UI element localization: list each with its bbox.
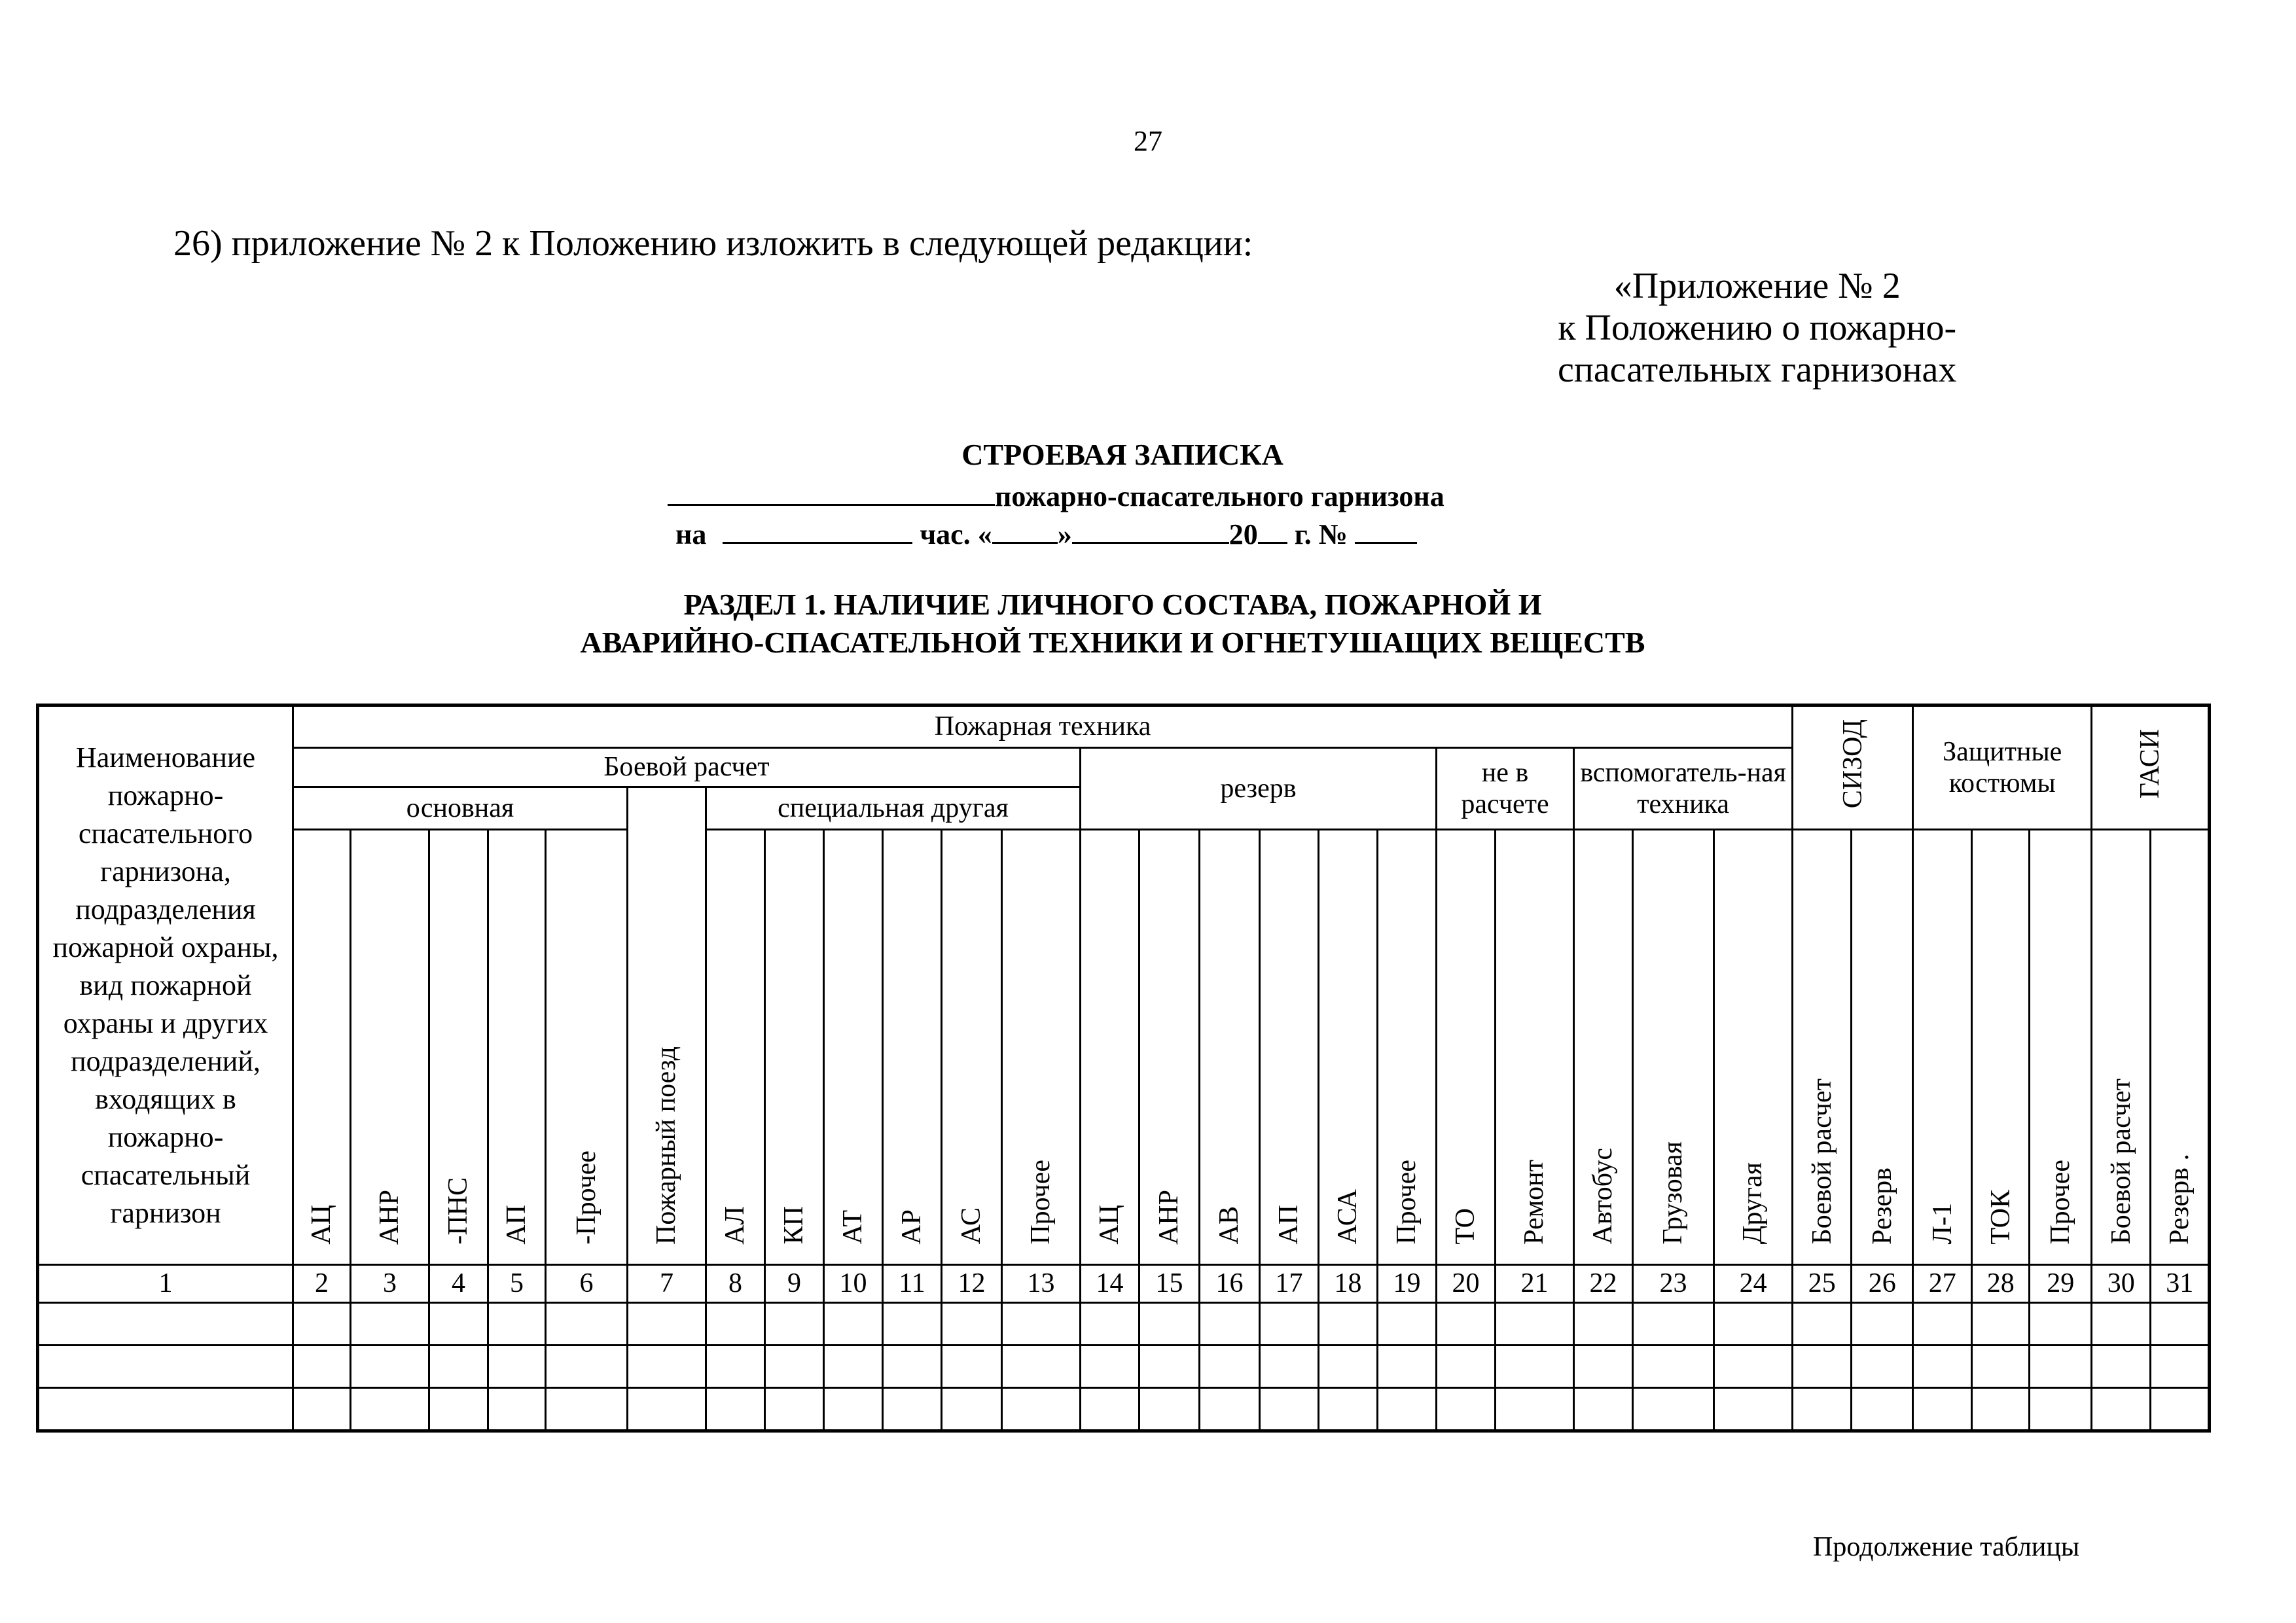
header-garrison-name: Наименование пожарно-спасательного гарнизона, подразделения пожарной охраны, вид пожарной охраны и других подразделений, входящих в пожарно-спасательный гарнизон [38,705,293,1265]
header-gasi: ГАСИ [2092,705,2210,830]
col-sizod-crew: Боевой расчет [1793,830,1852,1265]
table-cell[interactable] [942,1388,1002,1431]
column-number-cell: 10 [824,1265,883,1303]
column-number-cell: 12 [942,1265,1002,1303]
header-special-other: специальная другая [706,787,1081,830]
table-cell[interactable] [38,1346,293,1388]
col-special-al: АЛ [706,830,765,1265]
col-reserve-anr: АНР [1139,830,1200,1265]
table-cell[interactable] [942,1346,1002,1388]
date-blank [723,516,912,544]
table-cell[interactable] [488,1346,546,1388]
header-combat-crew: Боевой расчет [293,748,1081,787]
table-cell[interactable] [1139,1303,1200,1346]
col-gasi-crew: Боевой расчет [2092,830,2151,1265]
table-cell[interactable] [824,1388,883,1431]
table-cell[interactable] [1139,1388,1200,1431]
column-number-cell: 9 [765,1265,824,1303]
section-title-line-1: РАЗДЕЛ 1. НАЛИЧИЕ ЛИЧНОГО СОСТАВА, ПОЖАРНОЙ И [683,588,1542,621]
col-main-other: -Прочее [546,830,628,1265]
table-cell[interactable] [765,1303,824,1346]
table-cell[interactable] [488,1388,546,1431]
table-cell[interactable] [38,1388,293,1431]
column-number-cell: 30 [2092,1265,2151,1303]
table-cell[interactable] [1437,1303,1496,1346]
table-cell[interactable] [429,1346,488,1388]
column-number-cell: 11 [883,1265,942,1303]
column-number-row [38,1265,2210,1303]
column-number-cell: 25 [1793,1265,1852,1303]
table-cell[interactable] [2151,1346,2210,1388]
col-reserve-av: АВ [1200,830,1260,1265]
table-cell[interactable] [1574,1346,1633,1388]
header-main: основная [293,787,628,830]
col-not-in-crew-repair: Ремонт [1496,830,1574,1265]
table-cell[interactable] [706,1303,765,1346]
table-cell[interactable] [1496,1303,1574,1346]
table-cell[interactable] [293,1303,351,1346]
col-suit-other: Прочее [2030,830,2092,1265]
table-cell[interactable] [824,1303,883,1346]
vertical-header-row [38,830,2210,1265]
main-table [36,704,2211,1433]
table-cell[interactable] [1793,1303,1852,1346]
table-cell[interactable] [2092,1346,2151,1388]
document-title: СТРОЕВАЯ ЗАПИСКА [961,438,1283,471]
table-row [38,1346,2210,1388]
column-number-cell: 3 [351,1265,429,1303]
col-main-ac: АЦ [293,830,351,1265]
table-cell[interactable] [706,1388,765,1431]
column-number-cell: 28 [1972,1265,2030,1303]
table-cell[interactable] [1633,1388,1714,1431]
continuation-note: Продолжение таблицы [1813,1532,2080,1562]
table-cell[interactable] [1714,1346,1793,1388]
table-cell[interactable] [2151,1303,2210,1346]
column-number-cell: 13 [1002,1265,1081,1303]
date-line [675,516,1417,551]
column-number-cell: 21 [1496,1265,1574,1303]
table-cell[interactable] [351,1303,429,1346]
col-aux-truck: Грузовая [1633,830,1714,1265]
month-blank [1072,516,1229,544]
col-not-in-crew-to: ТО [1437,830,1496,1265]
table-cell[interactable] [546,1388,628,1431]
table-cell[interactable] [1633,1346,1714,1388]
col-reserve-asa: АСА [1319,830,1378,1265]
table-cell[interactable] [1319,1303,1378,1346]
table-cell[interactable] [1200,1303,1260,1346]
table-cell[interactable] [1496,1388,1574,1431]
column-number-cell: 24 [1714,1265,1793,1303]
number-blank [1355,516,1417,544]
col-aux-bus: Автобус [1574,830,1633,1265]
table-cell[interactable] [628,1346,706,1388]
table-cell[interactable] [1574,1303,1633,1346]
header-not-in-crew: не в расчете [1437,748,1574,830]
table-row [38,1388,2210,1431]
col-sizod-reserve: Резерв [1852,830,1913,1265]
year-blank [1258,516,1287,544]
quote-close: » [1057,518,1072,550]
appendix-line-2: к Положению о пожарно- [1558,308,1957,348]
table-cell[interactable] [1378,1388,1437,1431]
table-cell[interactable] [546,1346,628,1388]
table-cell[interactable] [1972,1388,2030,1431]
table-cell[interactable] [546,1303,628,1346]
appendix-line-3: спасательных гарнизонах [1558,349,1957,390]
col-aux-other: Другая [1714,830,1793,1265]
col-main-ap: АП [488,830,546,1265]
appendix-header [1558,265,1956,391]
column-number-cell: 19 [1378,1265,1437,1303]
column-number-cell: 22 [1574,1265,1633,1303]
header-fire-equipment: Пожарная техника [293,705,1793,748]
table-cell[interactable] [1002,1388,1081,1431]
table-cell[interactable] [1081,1303,1139,1346]
col-special-at: АТ [824,830,883,1265]
year-label: 20 [1229,518,1258,550]
table-cell[interactable] [1437,1346,1496,1388]
table-cell[interactable] [883,1346,942,1388]
table-cell[interactable] [2030,1303,2092,1346]
header-auxiliary: вспомогатель-ная техника [1574,748,1793,830]
table-cell[interactable] [1378,1303,1437,1346]
column-number-cell: 1 [38,1265,293,1303]
table-cell[interactable] [293,1388,351,1431]
table-cell[interactable] [1319,1388,1378,1431]
column-number-cell: 29 [2030,1265,2092,1303]
garrison-blank [668,478,995,506]
table-cell[interactable] [488,1303,546,1346]
amendment-text: 26) приложение № 2 к Положению изложить в следующей редакции: [173,223,1253,264]
header-reserve: резерв [1081,748,1437,830]
table-cell[interactable] [628,1303,706,1346]
col-reserve-ap: АП [1260,830,1319,1265]
col-main-pns: -ПНС [429,830,488,1265]
table-cell[interactable] [1260,1346,1319,1388]
day-blank [992,516,1058,544]
table-cell[interactable] [824,1346,883,1388]
header-fire-train: Пожарный поезд [628,787,706,1265]
table-cell[interactable] [1714,1303,1793,1346]
table-cell[interactable] [1081,1346,1139,1388]
table-cell[interactable] [429,1388,488,1431]
col-special-as: АС [942,830,1002,1265]
table-cell[interactable] [1633,1303,1714,1346]
column-number-cell: 17 [1260,1265,1319,1303]
table-cell[interactable] [1793,1388,1852,1431]
table-cell[interactable] [38,1303,293,1346]
col-suit-l1: Л-1 [1913,830,1972,1265]
number-label: г. № [1294,518,1348,550]
table-cell[interactable] [765,1388,824,1431]
page-number: 27 [1134,125,1162,157]
table-row [38,1303,2210,1346]
garrison-label: пожарно-спасательного гарнизона [995,480,1444,512]
table-cell[interactable] [429,1303,488,1346]
column-number-cell: 8 [706,1265,765,1303]
column-number-cell: 23 [1633,1265,1714,1303]
col-gasi-reserve: Резерв . [2151,830,2210,1265]
table-cell[interactable] [1002,1346,1081,1388]
table-cell[interactable] [1714,1388,1793,1431]
table-cell[interactable] [1852,1346,1913,1388]
column-number-cell: 31 [2151,1265,2210,1303]
table-cell[interactable] [1913,1346,1972,1388]
table-cell[interactable] [1260,1303,1319,1346]
column-number-cell: 4 [429,1265,488,1303]
table-cell[interactable] [1200,1346,1260,1388]
section-title-line-2: АВАРИЙНО-СПАСАТЕЛЬНОЙ ТЕХНИКИ И ОГНЕТУШАЩИХ ВЕЩЕСТВ [580,626,1645,659]
table-cell[interactable] [1260,1388,1319,1431]
col-main-anr: АНР [351,830,429,1265]
header-protective-suits: Защитные костюмы [1913,705,2092,830]
col-reserve-ac: АЦ [1081,830,1139,1265]
table-cell[interactable] [1913,1388,1972,1431]
table-cell[interactable] [351,1388,429,1431]
col-special-kp: КП [765,830,824,1265]
table-cell[interactable] [1139,1346,1200,1388]
garrison-line [668,478,1444,513]
table-cell[interactable] [1793,1346,1852,1388]
table-cell[interactable] [351,1346,429,1388]
table-cell[interactable] [2030,1388,2092,1431]
col-special-ar: АР [883,830,942,1265]
col-suit-tok: ТОК [1972,830,2030,1265]
table-cell[interactable] [1852,1303,1913,1346]
table-cell[interactable] [1574,1388,1633,1431]
appendix-line-1: «Приложение № 2 [1613,266,1901,306]
column-number-cell: 15 [1139,1265,1200,1303]
table-cell[interactable] [2092,1388,2151,1431]
table-cell[interactable] [1972,1303,2030,1346]
table-cell[interactable] [1496,1346,1574,1388]
date-prefix: на [675,518,707,550]
column-number-cell: 7 [628,1265,706,1303]
table-cell[interactable] [628,1388,706,1431]
table-cell[interactable] [293,1346,351,1388]
header-sizod: СИЗОД [1793,705,1913,830]
table-cell[interactable] [765,1346,824,1388]
table-cell[interactable] [2030,1346,2092,1388]
column-number-cell: 6 [546,1265,628,1303]
table-cell[interactable] [1319,1346,1378,1388]
table-cell[interactable] [1437,1388,1496,1431]
table-cell[interactable] [1081,1388,1139,1431]
table-cell[interactable] [942,1303,1002,1346]
table-cell[interactable] [1002,1303,1081,1346]
table-cell[interactable] [1852,1388,1913,1431]
table-cell[interactable] [1200,1388,1260,1431]
column-number-cell: 20 [1437,1265,1496,1303]
column-number-cell: 18 [1319,1265,1378,1303]
table-cell[interactable] [1378,1346,1437,1388]
column-number-cell: 16 [1200,1265,1260,1303]
column-number-cell: 27 [1913,1265,1972,1303]
table-cell[interactable] [883,1303,942,1346]
table-cell[interactable] [706,1346,765,1388]
column-number-cell: 5 [488,1265,546,1303]
col-reserve-other: Прочее [1378,830,1437,1265]
table-cell[interactable] [1972,1346,2030,1388]
column-number-cell: 14 [1081,1265,1139,1303]
table-cell[interactable] [1913,1303,1972,1346]
table-cell[interactable] [2151,1388,2210,1431]
column-number-cell: 26 [1852,1265,1913,1303]
column-number-cell: 2 [293,1265,351,1303]
col-special-other: Прочее [1002,830,1081,1265]
table-cell[interactable] [883,1388,942,1431]
table-cell[interactable] [2092,1303,2151,1346]
hour-label: час. « [920,518,992,550]
section-title [0,586,2225,662]
